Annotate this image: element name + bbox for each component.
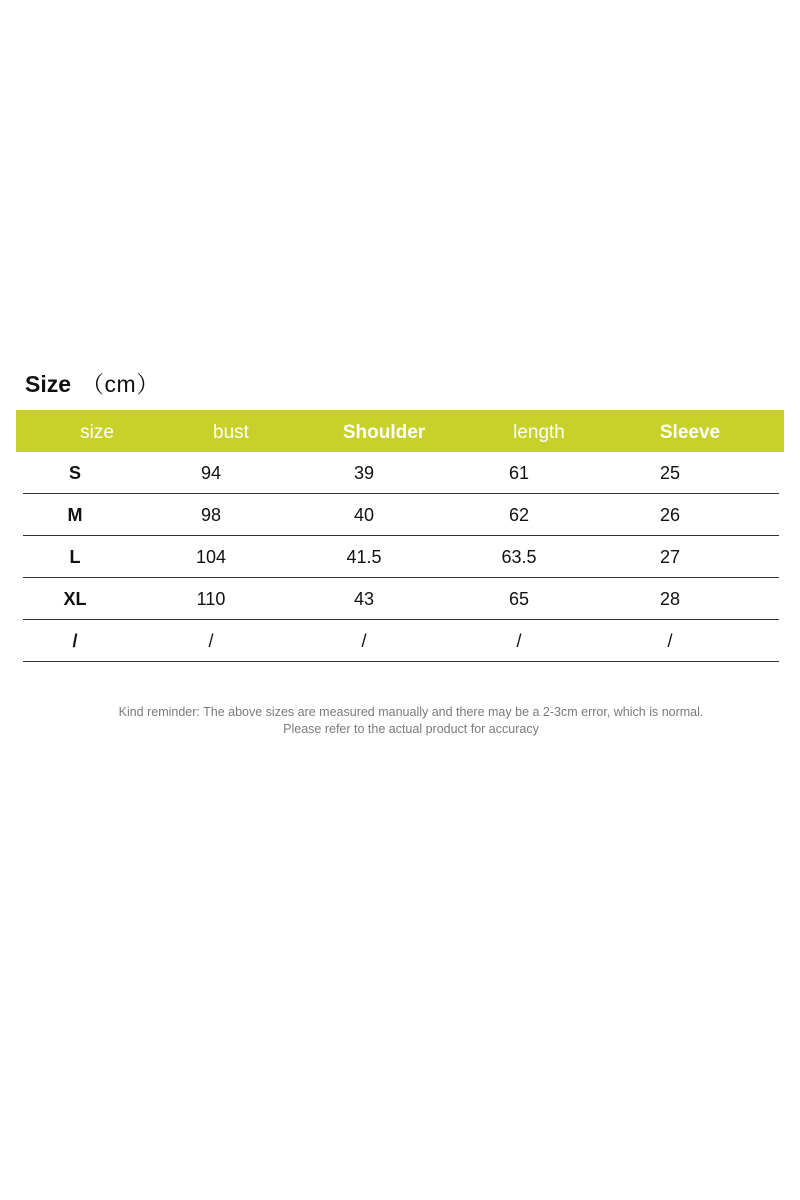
row-sleeve: 28 <box>659 589 681 609</box>
row-shoulder: 43 <box>353 589 375 609</box>
table-row <box>23 620 779 662</box>
row-shoulder: 39 <box>353 463 375 483</box>
row-length: 62 <box>508 505 530 525</box>
row-shoulder: 40 <box>353 505 375 525</box>
row-sleeve: / <box>667 631 673 651</box>
row-bust: 110 <box>196 589 226 609</box>
header-length: length <box>513 422 565 443</box>
size-table <box>16 410 784 662</box>
table-row <box>23 452 779 494</box>
row-size-label: XL <box>63 589 87 609</box>
header-shoulder: Shoulder <box>342 422 426 443</box>
row-size-label: L <box>69 547 81 567</box>
row-sleeve: 27 <box>659 547 681 567</box>
row-size-label: / <box>72 631 78 651</box>
header-size: size <box>80 422 114 443</box>
table-row <box>23 494 779 536</box>
header-sleeve: Sleeve <box>659 422 721 443</box>
row-size-label: M <box>67 505 83 525</box>
row-shoulder: 41.5 <box>346 547 382 567</box>
row-size-label: S <box>68 463 82 483</box>
row-sleeve: 26 <box>659 505 681 525</box>
kind-reminder-note <box>0 704 800 738</box>
row-shoulder: / <box>361 631 367 651</box>
title-main: Size <box>25 371 72 397</box>
table-row <box>23 578 779 620</box>
reminder-line-1: Kind reminder: The above sizes are measured manually and there may be a 2-3cm error, which is normal. <box>118 705 704 719</box>
row-length: 61 <box>508 463 530 483</box>
row-length: 63.5 <box>501 547 537 567</box>
row-length: / <box>516 631 522 651</box>
header-bust: bust <box>213 422 249 443</box>
row-bust: 104 <box>195 547 227 567</box>
row-length: 65 <box>508 589 530 609</box>
title-unit: （cm） <box>81 371 160 397</box>
row-bust: 98 <box>200 505 222 525</box>
reminder-line-2: Please refer to the actual product for accuracy <box>283 722 539 736</box>
row-bust: 94 <box>200 463 222 483</box>
table-header-row <box>16 410 784 452</box>
table-row <box>23 536 779 578</box>
row-sleeve: 25 <box>659 463 681 483</box>
size-chart-title <box>25 368 160 400</box>
row-bust: / <box>208 631 214 651</box>
